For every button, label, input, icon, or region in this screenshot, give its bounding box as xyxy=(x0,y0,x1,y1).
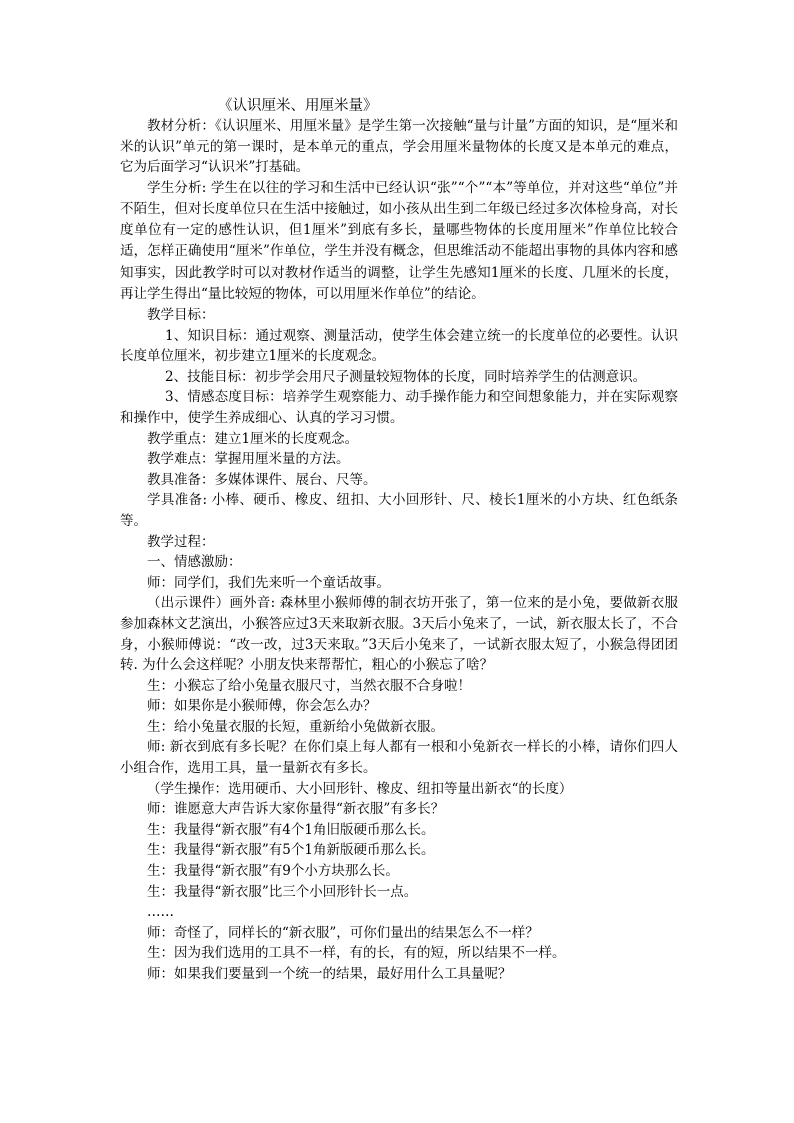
paragraph-process-heading: 教学过程： xyxy=(147,533,215,550)
document-title: 《认识厘米、用厘米量》 xyxy=(218,98,378,114)
paragraph-difficulty: 教学难点：掌握用厘米量的方法。 xyxy=(147,451,350,468)
paragraph-goal-attitude: 3、情感态度目标：培养学生观察能力、动手操作能力和空间想象能力，并在实际观察和操作中，使学生养成细心、认真的学习习惯。 xyxy=(120,389,678,426)
paragraph-student-line: 生：因为我们选用的工具不一样，有的长，有的短，所以结果不一样。 xyxy=(147,945,566,962)
paragraph-teacher-line: 师：如果你是小猴师傅，你会怎么办？ xyxy=(147,698,377,715)
paragraph-teaching-aids: 教具准备：多媒体课件、展台、尺等。 xyxy=(147,471,377,488)
paragraph-goal-knowledge: 1、知识目标：通过观察、测量活动，使学生体会建立统一的长度单位的必要性。认识长度单位厘米，初步建立1厘米的长度观念。 xyxy=(120,327,678,365)
paragraph-student-line: 生：小猴忘了给小兔量衣服尺寸，当然衣服不合身啦！ xyxy=(147,677,471,694)
paragraph-teacher-line: 师：如果我们要量到一个统一的结果，最好用什么工具量呢？ xyxy=(147,966,512,982)
paragraph-teacher-line: 师：同学们，我们先来听一个童话故事。 xyxy=(147,574,390,591)
paragraph-student-line: 生：我量得“新衣服”比三个小回形针长一点。 xyxy=(147,883,418,900)
paragraph-textbook-analysis: 教材分析：《认识厘米、用厘米量》是学生第一次接触“量与计量”方面的知识，是“厘米和米的认识”单元的第一课时，是本单元的重点，学会用厘米量物体的长度又是本单元的难点，它为后面学习“认识米”打基础。 xyxy=(120,118,678,176)
paragraph-teacher-line: 师：奇怪了，同样长的“新衣服”，可你们量出的结果怎么不一样？ xyxy=(147,924,539,941)
paragraph-student-operation: （学生操作：选用硬币、大小回形针、橡皮、纽扣等量出新衣“的长度） xyxy=(147,780,573,797)
paragraph-student-analysis: 学生分析: 学生在以往的学习和生活中已经认识“张”“个”“本”等单位，并对这些“单位”并不陌生，但对长度单位只在生活中接触过，如小孩从出生到二年级已经过多次体检身高，对长度单位有一定的感性认识，但1厘米”到底有多长，量哪些物体的长度用厘米”作单位比较合适，怎样正确使用“厘米”作单位，学生并没有概念，但思维活动不能超出事物的具体内容和感知事实，因此教学时可以对教材作适当的调整，让学生先感知1厘米的长度、几厘米的长度，再让学生得出“量比较短的物体，可以用厘米作单位”的结论。 xyxy=(120,179,678,302)
paragraph-section-one: 一、情感激励： xyxy=(147,554,242,571)
paragraph-student-line: 生：我量得“新衣服”有4个1角旧版硬币那么长。 xyxy=(147,821,435,838)
paragraph-key-point: 教学重点：建立1厘米的长度观念。 xyxy=(147,430,359,447)
paragraph-teaching-goals-heading: 教学目标： xyxy=(147,307,215,323)
paragraph-student-aids: 学具准备: 小棒、硬币、橡皮、纽扣、大小回形针、尺、棱长1厘米的小方块、红色纸条等。 xyxy=(120,492,678,529)
paragraph-story: （出示课件）画外音: 森林里小猴师傅的制衣坊开张了，第一位来的是小兔，要做新衣服参加森林文艺演出，小猴答应过3天来取新衣服。3天后小兔来了，一试，新衣服太长了，不合身，小猴师傅说：“改一改，过3天来取。”3天后小兔来了，一试新衣服太短了，小猴急得团团转. 为什么会这样呢？小朋友快来帮帮忙，粗心的小猴忘了啥？ xyxy=(120,595,678,674)
paragraph-goal-skill: 2、技能目标：初步学会用尺子测量较短物体的长度，同时培养学生的估测意识。 xyxy=(165,368,647,385)
paragraph-ellipsis: …… xyxy=(147,904,174,921)
paragraph-student-line: 生：给小兔量衣服的长短，重新给小兔做新衣服。 xyxy=(147,718,444,735)
document-page xyxy=(120,96,678,985)
paragraph-student-line: 生：我量得“新衣服”有5个1角新版硬币那么长。 xyxy=(147,842,435,859)
paragraph-student-line: 生：我量得“新衣服”有9个小方块那么长。 xyxy=(147,863,399,880)
paragraph-teacher-line: 师: 新衣到底有多长呢？在你们桌上每人都有一根和小兔新衣一样长的小棒，请你们四人小组合作，选用工具，量一量新衣有多长。 xyxy=(120,739,678,777)
paragraph-teacher-line: 师：谁愿意大声告诉大家你量得“新衣服”有多长？ xyxy=(147,801,445,818)
